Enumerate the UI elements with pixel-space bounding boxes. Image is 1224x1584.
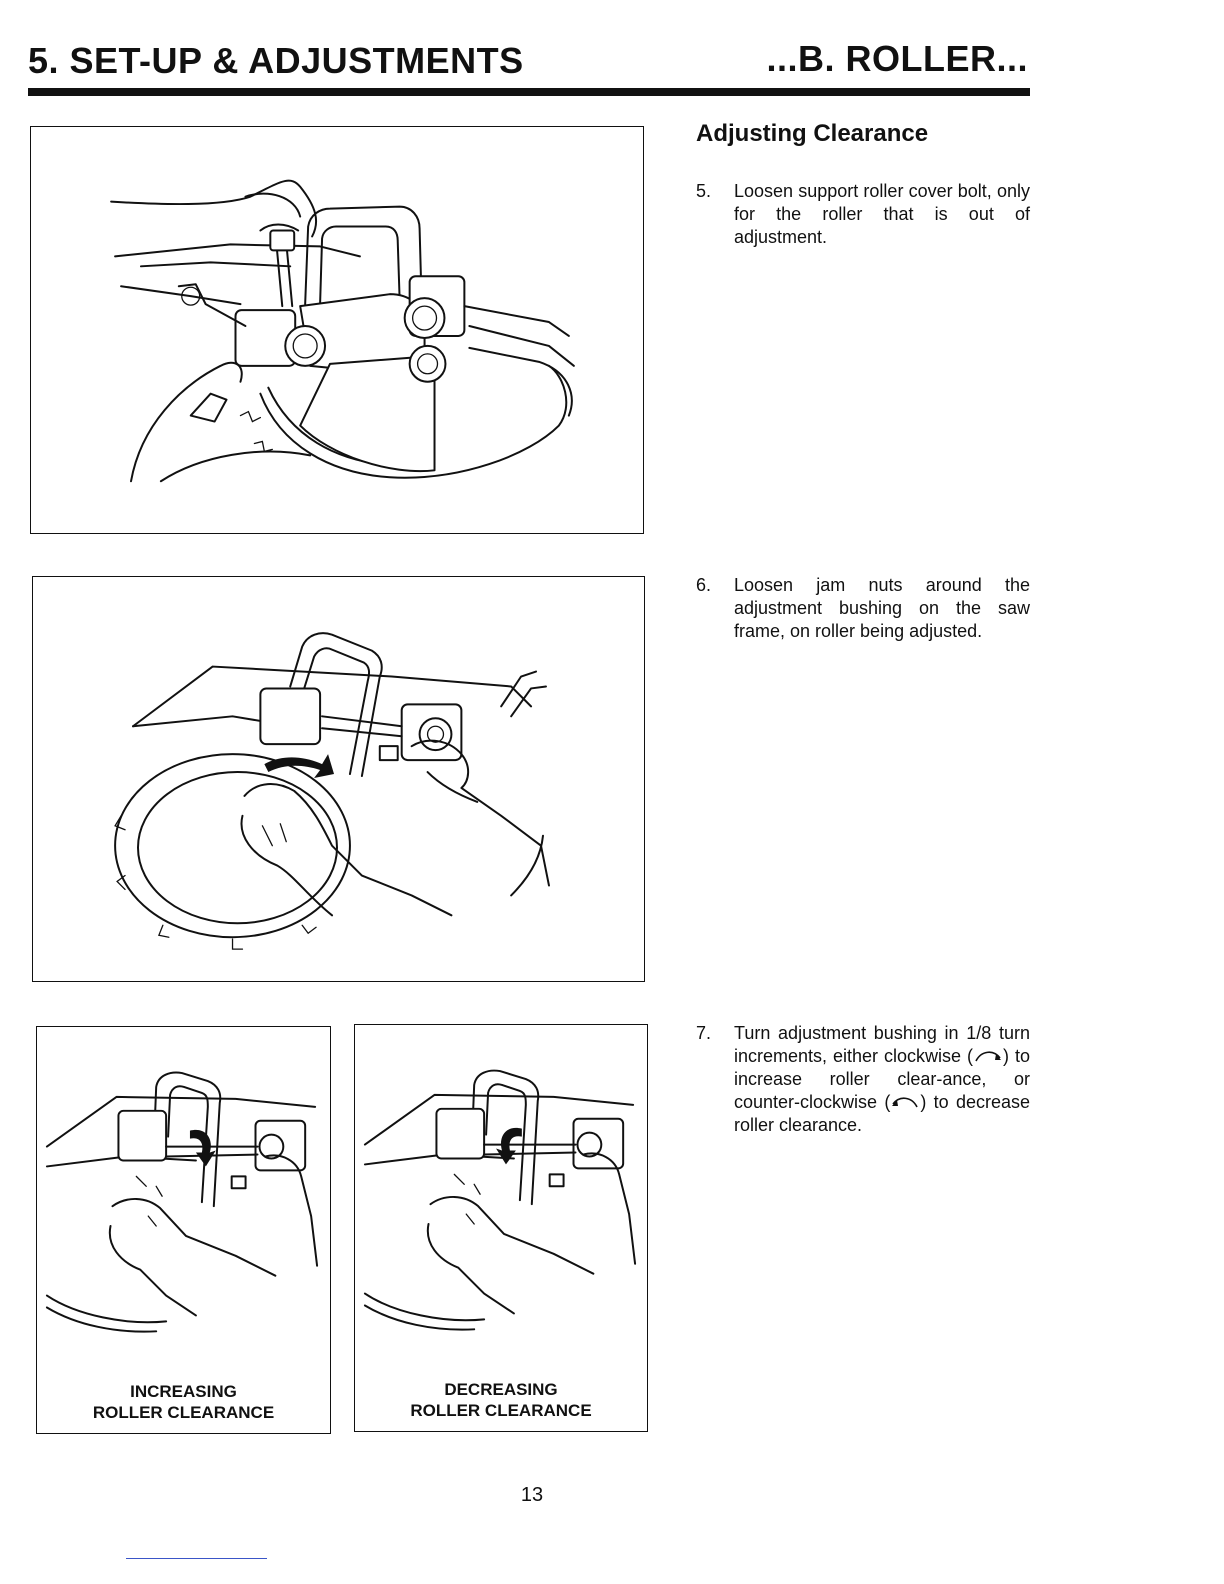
- step-5: [696, 180, 1030, 249]
- figure-increasing-clearance: [36, 1026, 331, 1434]
- figure-decreasing-clearance: [354, 1024, 648, 1432]
- subsection-header: ...B. ROLLER...: [766, 38, 1028, 79]
- step-number: 5.: [696, 181, 712, 201]
- figure-loosen-cover-bolt: [30, 126, 644, 534]
- step-7: [696, 1022, 1030, 1137]
- caption-increasing-line2: ROLLER CLEARANCE: [92, 1403, 275, 1422]
- illustration-jam-nuts: [33, 577, 644, 981]
- step-number: 6.: [696, 575, 712, 595]
- figure-loosen-jam-nuts: [32, 576, 645, 982]
- page-number: 13: [520, 1484, 544, 1506]
- caption-decreasing-line1: DECREASING: [444, 1380, 558, 1399]
- step-text-part-3: ) to decrease roller clearance.: [734, 1092, 1030, 1135]
- caption-increasing: [37, 1381, 330, 1423]
- caption-decreasing: [355, 1379, 647, 1421]
- caption-decreasing-line2: ROLLER CLEARANCE: [410, 1401, 592, 1420]
- step-text-part-1: Turn adjustment bushing in 1/8 turn increments, either clockwise (: [734, 1023, 1030, 1066]
- header-rule: [28, 88, 1030, 96]
- step-text: [734, 1022, 1030, 1137]
- step-6: [696, 574, 1030, 643]
- caption-increasing-line1: INCREASING: [130, 1382, 237, 1401]
- section-header: 5. SET-UP & ADJUSTMENTS: [28, 40, 524, 81]
- footer-line: [126, 1558, 267, 1559]
- counter-clockwise-arrow-icon: [890, 1095, 920, 1109]
- step-text-part-2: ) to increase roller clear-ance, or counter-clockwise (: [734, 1046, 1030, 1112]
- clockwise-arrow-icon: [973, 1049, 1003, 1063]
- illustration-cover-bolt: [31, 127, 643, 533]
- illustration-increasing: [37, 1027, 330, 1433]
- illustration-decreasing: [355, 1025, 647, 1431]
- step-number: 7.: [696, 1023, 712, 1043]
- step-text: Loosen support roller cover bolt, only for the roller that is out of adjustment.: [734, 181, 1030, 247]
- section-title: Adjusting Clearance: [696, 120, 929, 147]
- step-text: Loosen jam nuts around the adjustment bushing on the saw frame, on roller being adjusted.: [734, 575, 1030, 641]
